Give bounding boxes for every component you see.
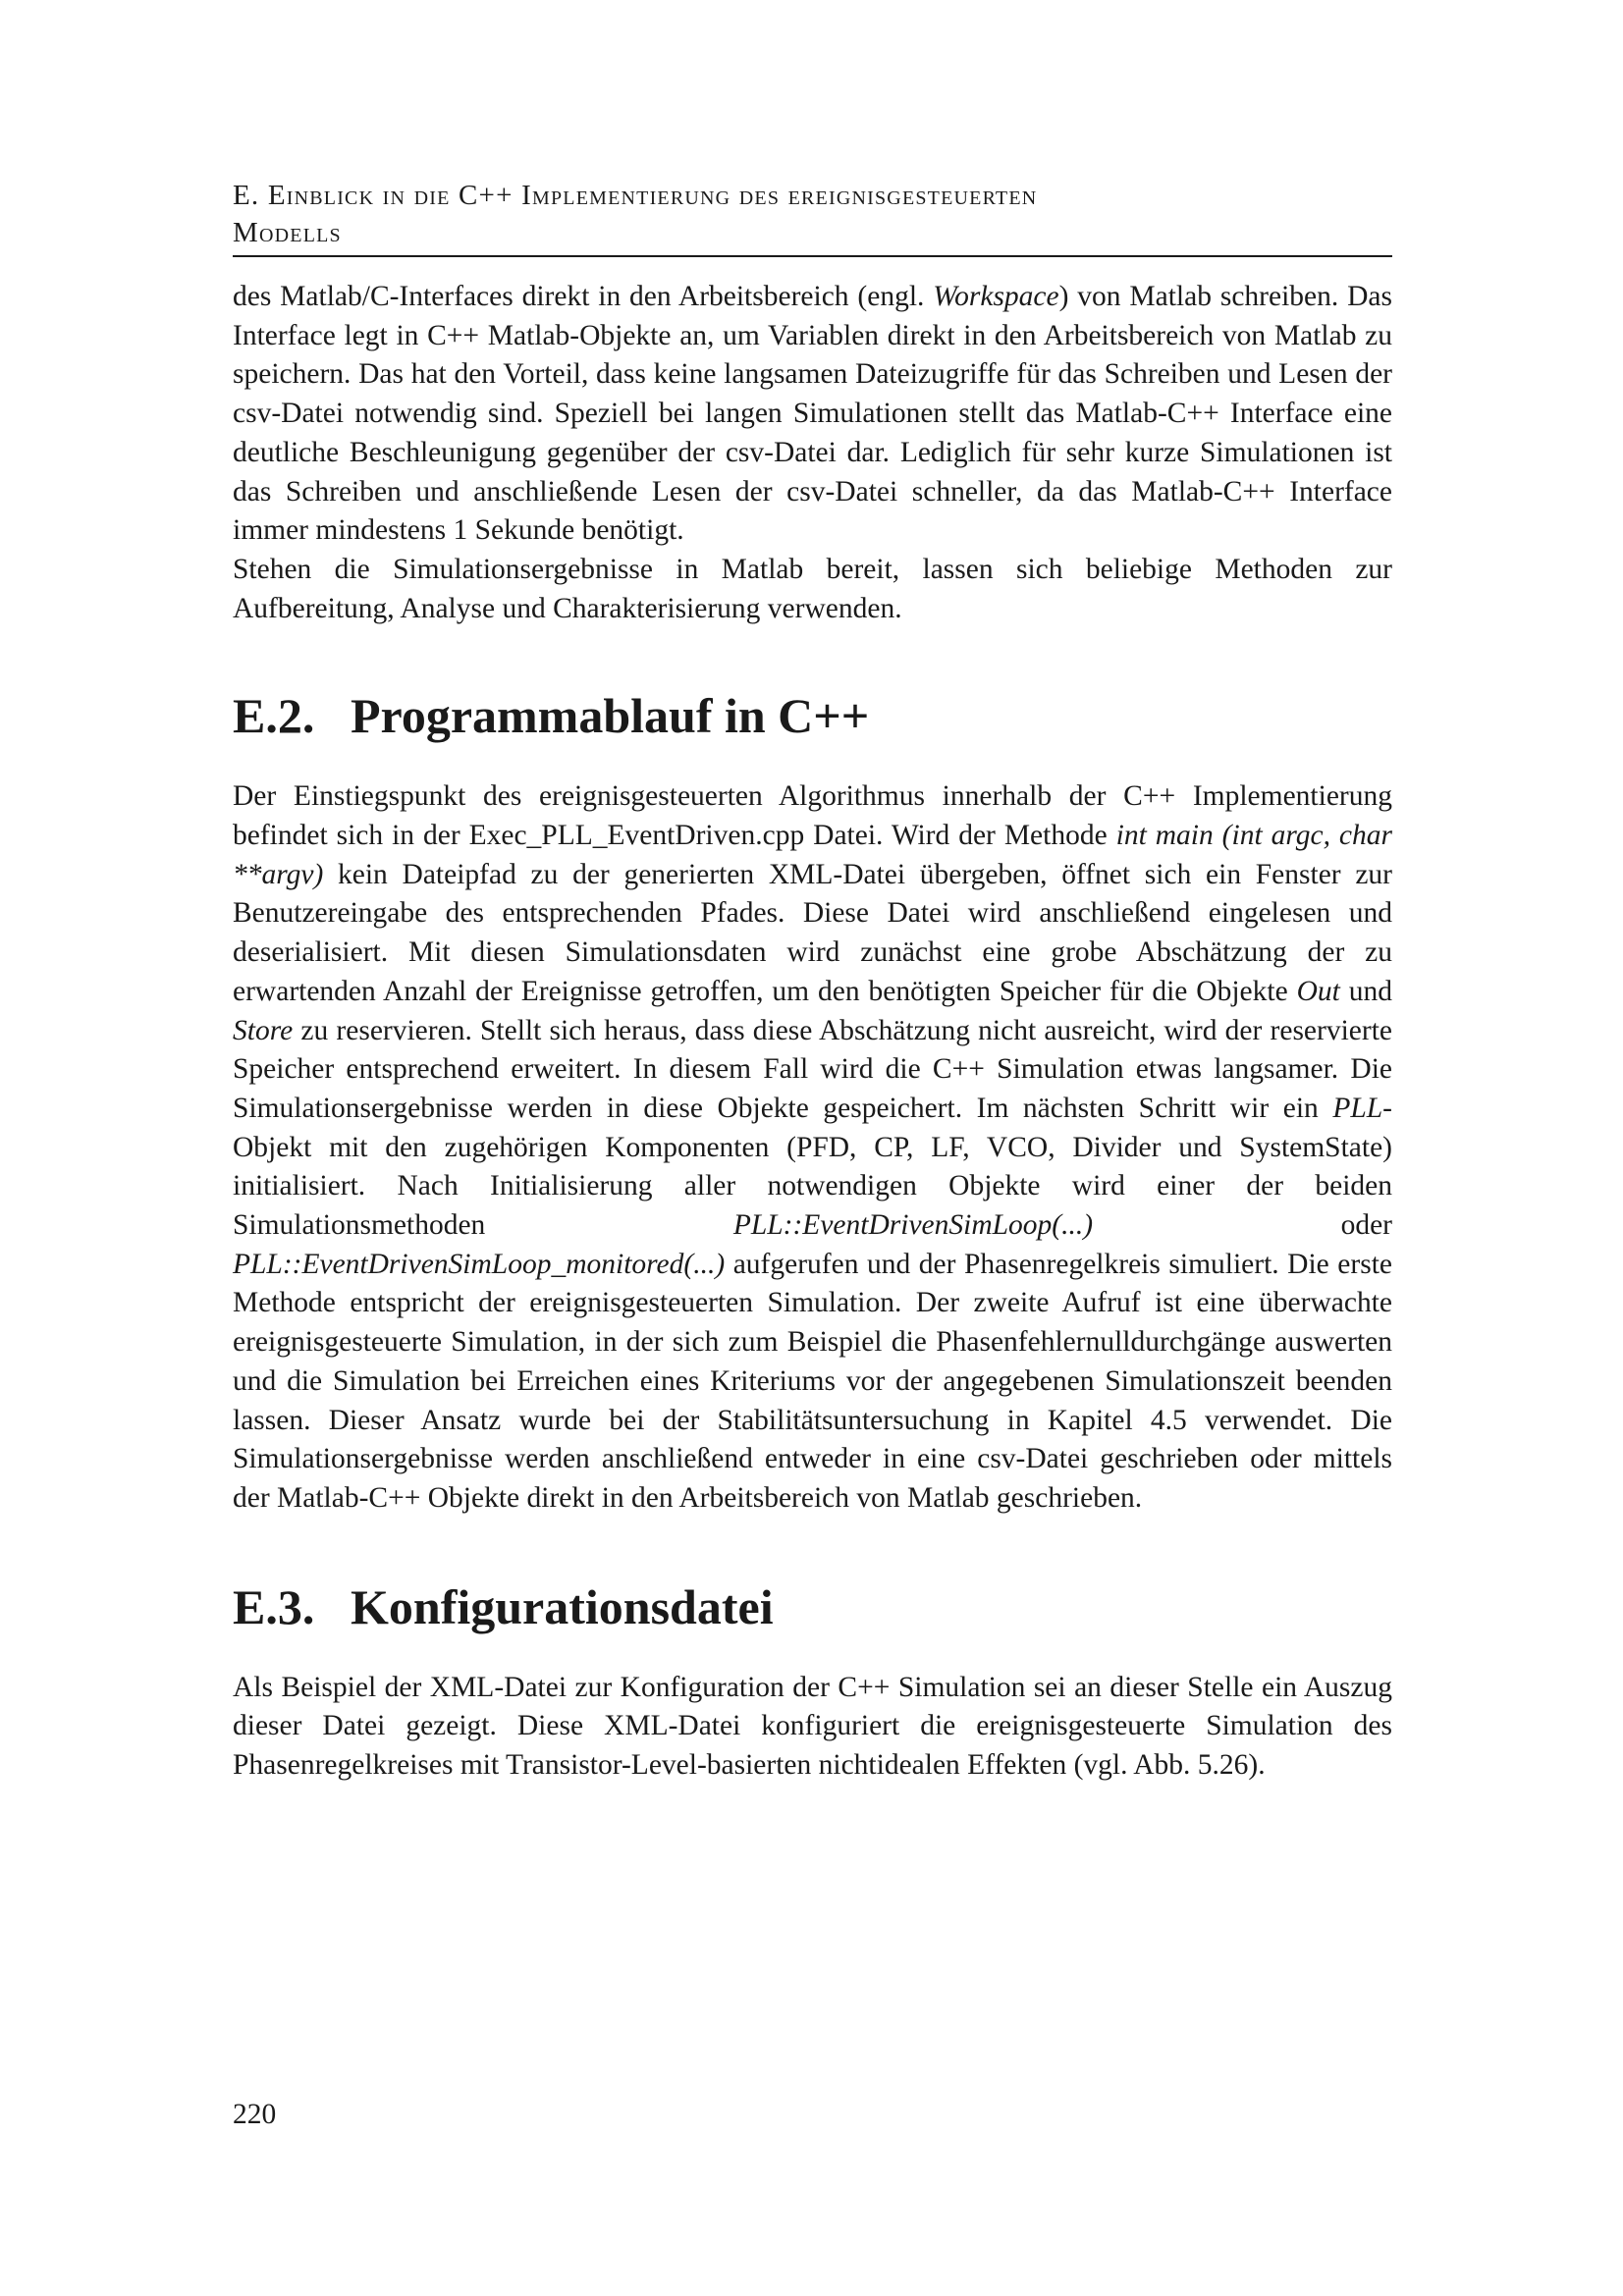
text-run: zu reservieren. Stellt sich heraus, dass diese Abschätzung nicht ausreicht, wird der reservierte Speicher entsprechend erweitert. In diesem Fall wird die C++ Simulation etwas langsamer. Die Simulationsergebnisse werden in diese Objekte gespeichert. Im nächsten Schritt wir ein [233, 1014, 1392, 1124]
section-e2-paragraph [233, 777, 1392, 1518]
text-run: oder [1093, 1209, 1393, 1242]
intro-paragraph-2: Stehen die Simulationsergebnisse in Matlab bereit, lassen sich beliebige Methoden zur Aufbereitung, Analyse und Charakterisierung verwenden. [233, 553, 1392, 624]
italic-term-out: Out [1296, 975, 1340, 1007]
italic-term-store: Store [233, 1014, 294, 1046]
section-heading-e2 [233, 686, 1392, 745]
header-rule [233, 255, 1392, 257]
section-title: Programmablauf in C++ [351, 688, 870, 744]
text-run: aufgerufen und der Phasenregelkreis simuliert. Die erste Methode entspricht der ereignisgesteuerten Simulation. Der zweite Aufruf ist eine überwachte ereignisgesteuerte Simulation, in der sich zum Beispiel die Phasenfehlernulldurchgänge auswerten und die Simulation bei Erreichen eines Kriteriums vor der angegebenen Simulationszeit beenden lassen. Dieser Ansatz wurde bei der Stabilitätsuntersuchung in Kapitel 4.5 verwendet. Die Simulationsergebnisse werden anschließend entweder in eine csv-Datei geschrieben oder mittels der Matlab-C++ Objekte direkt in den Arbeitsbereich von Matlab geschrieben. [233, 1248, 1392, 1514]
text-run: -Objekt mit den zugehörigen Komponenten (PFD, CP, LF, VCO, Divider und SystemState) initialisiert. Nach Initialisierung aller notwendigen Objekte wird einer der beiden Simulationsmethoden [233, 1092, 1392, 1242]
text-run: ) von Matlab schreiben. Das Interface legt in C++ Matlab-Objekte an, um Variablen direkt in den Arbeitsbereich von Matlab zu speichern. Das hat den Vorteil, dass keine langsamen Dateizugriffe für das Schreiben und Lesen der csv-Datei notwendig sind. Speziell bei langen Simulationen stellt das Matlab-C++ Interface eine deutliche Beschleunigung gegenüber der csv-Datei dar. Lediglich für sehr kurze Simulationen ist das Schreiben und anschließende Lesen der csv-Datei schneller, da das Matlab-C++ Interface immer mindestens 1 Sekunde benötigt. [233, 281, 1392, 547]
text-run: des Matlab/C-Interfaces direkt in den Arbeitsbereich (engl. [233, 281, 934, 312]
intro-paragraph-1 [233, 278, 1392, 551]
page-number: 220 [233, 2099, 277, 2130]
italic-code-simloop: PLL::EventDrivenSimLoop(...) [732, 1209, 1094, 1242]
italic-term-pll: PLL [1332, 1092, 1383, 1124]
section-number: E.3. [233, 1578, 315, 1634]
section-title: Konfigurationsdatei [351, 1578, 774, 1634]
running-head-line-1: E. Einblick in die C++ Implementierung des ereignisgesteuerten [233, 180, 1038, 211]
italic-code-simloop-monitored: PLL::EventDrivenSimLoop_monitored(...) [233, 1248, 726, 1280]
italic-term-workspace: Workspace [933, 281, 1059, 312]
section-heading-e3 [233, 1577, 1392, 1636]
page-body [233, 278, 1392, 1786]
running-head-line-2: Modells [233, 217, 342, 248]
italic-code-main: int main (int argc, char **argv) [233, 820, 1392, 890]
text-run: kein Dateipfad zu der generierten XML-Datei übergeben, öffnet sich ein Fenster zur Benutzereingabe des entsprechenden Pfades. Diese Datei wird anschließend eingelesen und deserialisiert. Mit diesen Simulationsdaten wird zunächst eine grobe Abschätzung der zu erwartenden Anzahl der Ereignisse getroffen, um den benötigten Speicher für die Objekte [233, 858, 1392, 1007]
text-run: und [1339, 975, 1393, 1007]
section-number: E.2. [233, 688, 315, 744]
text-run: Der Einstiegspunkt des ereignisgesteuerten Algorithmus innerhalb der C++ Implementierung befindet sich in der Exec_PLL_EventDriven.cpp Datei. Wird der Methode [233, 780, 1392, 852]
running-head [233, 177, 1392, 251]
section-e3-paragraph: Als Beispiel der XML-Datei zur Konfiguration der C++ Simulation sei an dieser Stelle ein Auszug dieser Datei gezeigt. Diese XML-Datei konfiguriert die ereignisgesteuerte Simulation des Phasenregelkreises mit Transistor-Level-basierten nichtidealen Effekten (vgl. Abb. 5.26). [233, 1671, 1392, 1782]
